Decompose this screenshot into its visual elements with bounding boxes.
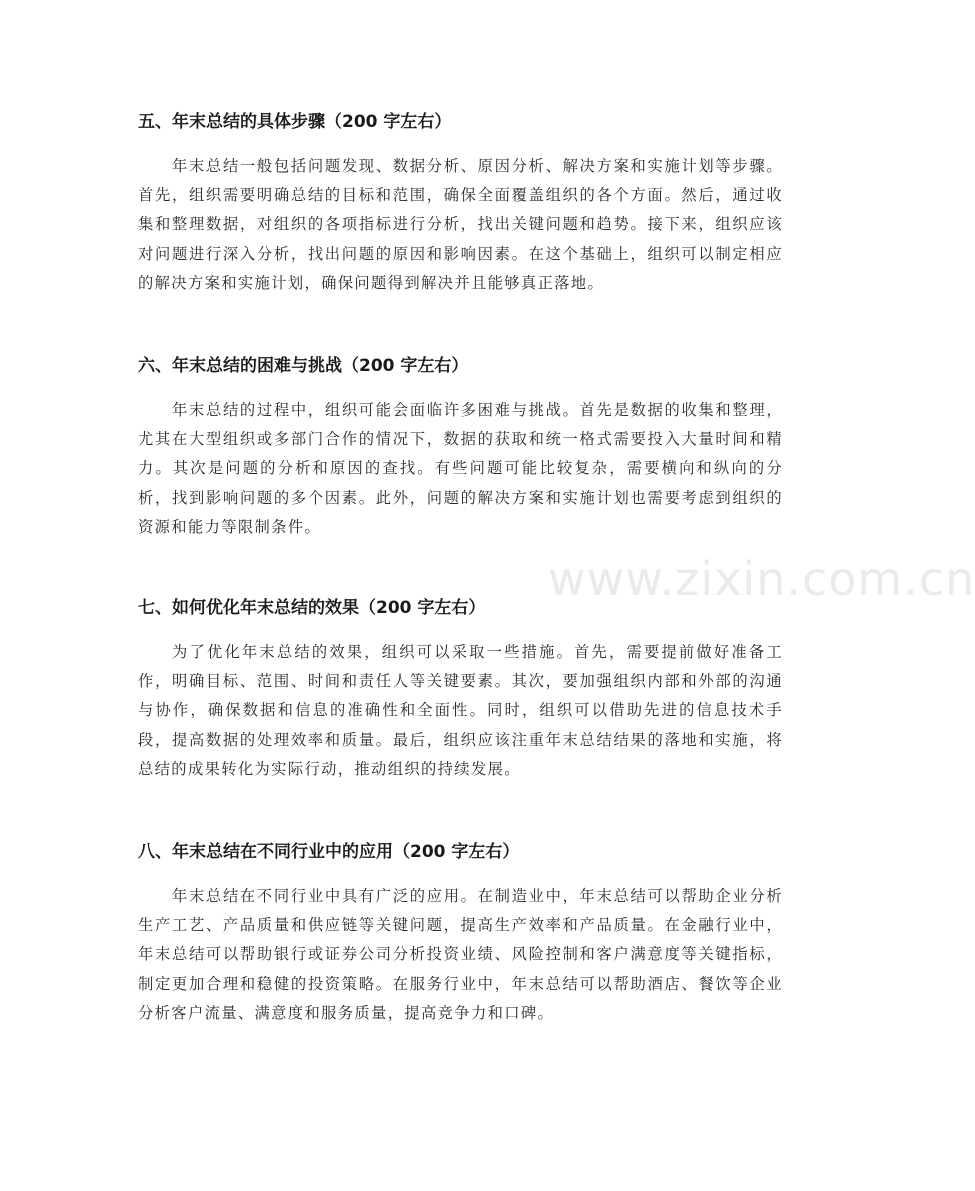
section-heading: 六、年末总结的困难与挑战（200 字左右） [138,356,469,376]
section-paragraph: 年末总结在不同行业中具有广泛的应用。在制造业中，年末总结可以帮助企业分析生产工艺、产品质量和供应链等关键问题，提高生产效率和产品质量。在金融行业中，年末总结可以帮助银行或证券公司分析投资业绩、风险控制和客户满意度等关键指标，制定更加合理和稳健的投资策略。在服务行业中，年末总结可以帮助酒店、餐饮等企业分析客户流量、满意度和服务质量，提高竞争力和口碑。 [138,887,783,1022]
section-heading: 八、年末总结在不同行业中的应用（200 字左右） [138,842,520,862]
watermark: www.zixin.com.cn [548,552,975,606]
section-heading: 五、年末总结的具体步骤（200 字左右） [138,112,452,132]
section-paragraph: 为了优化年末总结的效果，组织可以采取一些措施。首先，需要提前做好准备工作，明确目标、范围、时间和责任人等关键要素。其次，要加强组织内部和外部的沟通与协作，确保数据和信息的准确性和全面性。同时，组织可以借助先进的信息技术手段，提高数据的处理效率和质量。最后，组织应该注重年末总结结果的落地和实施，将总结的成果转化为实际行动，推动组织的持续发展。 [138,643,783,778]
section-5 [138,110,783,298]
section-8 [138,840,783,1028]
section-paragraph: 年末总结的过程中，组织可能会面临许多困难与挑战。首先是数据的收集和整理，尤其在大型组织或多部门合作的情况下，数据的获取和统一格式需要投入大量时间和精力。其次是问题的分析和原因的查找。有些问题可能比较复杂，需要横向和纵向的分析，找到影响问题的多个因素。此外，问题的解决方案和实施计划也需要考虑到组织的资源和能力等限制条件。 [138,401,783,536]
section-6 [138,354,783,542]
section-7 [138,596,783,784]
section-heading: 七、如何优化年末总结的效果（200 字左右） [138,598,486,618]
section-paragraph: 年末总结一般包括问题发现、数据分析、原因分析、解决方案和实施计划等步骤。首先，组织需要明确总结的目标和范围，确保全面覆盖组织的各个方面。然后，通过收集和整理数据，对组织的各项指标进行分析，找出关键问题和趋势。接下来，组织应该对问题进行深入分析，找出问题的原因和影响因素。在这个基础上，组织可以制定相应的解决方案和实施计划，确保问题得到解决并且能够真正落地。 [138,157,783,292]
